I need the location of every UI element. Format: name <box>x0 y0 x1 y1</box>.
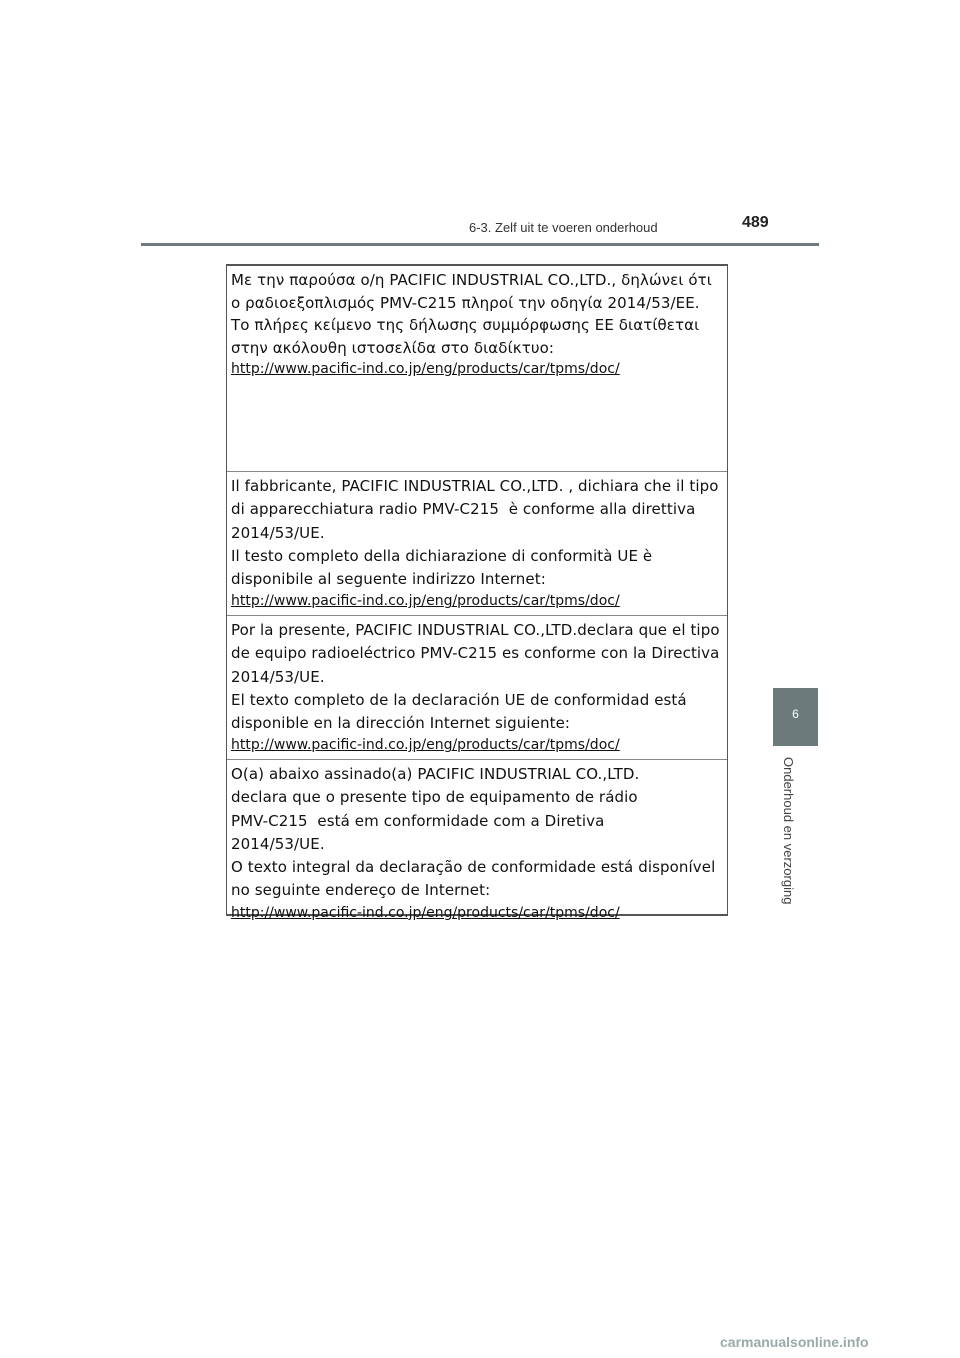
declaration-link[interactable]: http://www.pacific-ind.co.jp/eng/products/car/tpms/doc/ <box>231 904 620 921</box>
declaration-spanish <box>227 616 727 760</box>
chapter-tab[interactable] <box>773 688 818 746</box>
declaration-italian <box>227 472 727 616</box>
declaration-box <box>226 264 728 921</box>
declaration-text: Il fabbricante, PACIFIC INDUSTRIAL CO.,LTD. , dichiara che il tipo di apparecchiatura radio PMV-C215 è conforme alla direttiva 2014/53/UE. Il testo completo della dichiarazione di conformità UE è disponibile al seguente indirizzo Internet: <box>231 477 719 589</box>
declaration-greek <box>227 266 727 472</box>
chapter-tab-label: Onderhoud en verzorging <box>781 757 796 905</box>
declaration-text: O(a) abaixo assinado(a) PACIFIC INDUSTRIAL CO.,LTD. declara que o presente tipo de equipamento de rádio PMV-C215 está em conformidade com a Diretiva 2014/53/UE. O texto integral da declaração de conformidade está disponível no seguinte endereço de Internet: <box>231 765 716 900</box>
watermark: carmanualsonline.info <box>720 1334 869 1350</box>
header-rule <box>141 243 819 246</box>
chapter-tab-number: 6 <box>792 707 799 721</box>
declaration-link[interactable]: http://www.pacific-ind.co.jp/eng/products/car/tpms/doc/ <box>231 361 620 378</box>
declaration-text: Por la presente, PACIFIC INDUSTRIAL CO.,LTD.declara que el tipo de equipo radioeléctrico PMV-C215 es conforme con la Directiva 2014/53/UE. El texto completo de la declaración UE de conformidad está disponible en la dirección Internet siguiente: <box>231 621 720 733</box>
declaration-portuguese <box>227 760 727 921</box>
header-section-title: 6-3. Zelf uit te voeren onderhoud <box>469 220 658 235</box>
declaration-text: Με την παρούσα ο/η PACIFIC INDUSTRIAL CO.,LTD., δηλώνει ότι ο ραδιοεξοπλισμός PMV-C215 πληροί την οδηγία 2014/53/ΕΕ. Το πλήρες κείμενο της δήλωσης συμμόρφωσης ΕΕ διατίθεται στην ακόλουθη ιστοσελίδα στο διαδίκτυο: <box>231 271 717 357</box>
declaration-link[interactable]: http://www.pacific-ind.co.jp/eng/products/car/tpms/doc/ <box>231 593 620 610</box>
declaration-link[interactable]: http://www.pacific-ind.co.jp/eng/products/car/tpms/doc/ <box>231 737 620 754</box>
page-number: 489 <box>742 214 769 231</box>
